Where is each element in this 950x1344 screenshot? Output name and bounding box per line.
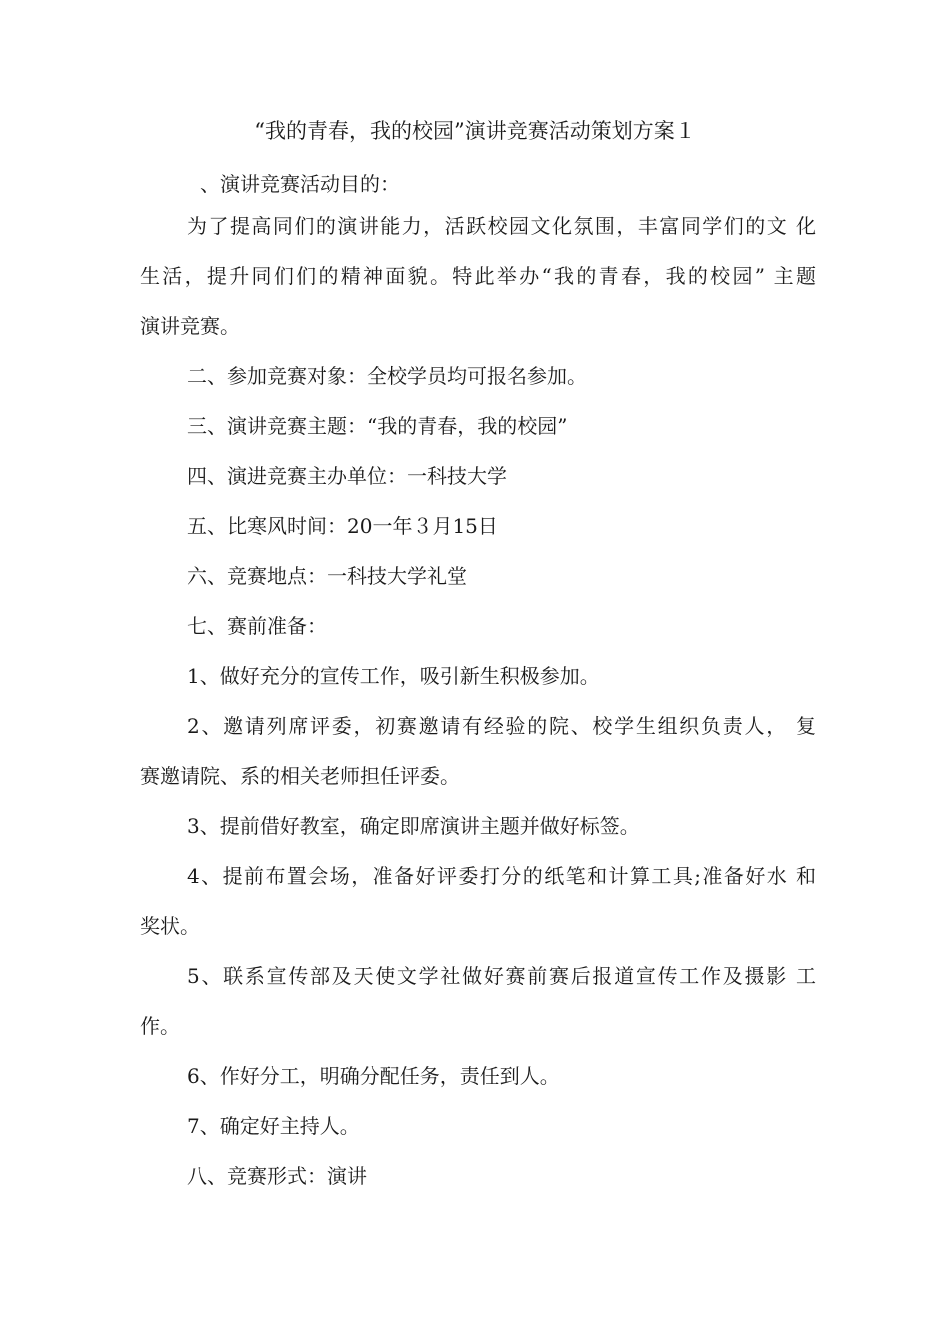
list-item: 4、提前布置会场，准备好评委打分的纸笔和计算工具;准备好水 和 [187, 864, 816, 888]
section-venue: 六、竞赛地点：一科技大学礼堂 [187, 564, 467, 588]
list-item: 3、提前借好教室，确定即席演讲主题并做好标签。 [187, 814, 640, 838]
section-preparation: 七、赛前准备： [187, 614, 327, 638]
list-item-continuation: 赛邀请院、系的相关老师担任评委。 [140, 764, 460, 788]
section-participants: 二、参加竞赛对象：全校学员均可报名参加。 [187, 364, 587, 388]
paragraph-line: 为了提高同们的演讲能力，活跃校园文化氛围，丰富同学们的文 化 [187, 214, 816, 238]
list-item-continuation: 奖状。 [140, 914, 200, 938]
section-theme: 三、演讲竞赛主题：“我的青春，我的校园” [187, 414, 568, 438]
section-time: 五、比寒风时间：20一年３月15日 [187, 514, 498, 538]
paragraph-line: 演讲竞赛。 [140, 314, 240, 338]
list-item-continuation: 作。 [140, 1014, 180, 1038]
document-title: “我的青春，我的校园”演讲竞赛活动策划方案１ [254, 119, 696, 143]
list-item: 6、作好分工，明确分配任务，责任到人。 [187, 1064, 560, 1088]
list-item: 1、做好充分的宣传工作，吸引新生积极参加。 [187, 664, 600, 688]
list-item: 7、确定好主持人。 [187, 1114, 360, 1138]
section-format: 八、竞赛形式：演讲 [187, 1164, 367, 1188]
section-heading-purpose: 、演讲竞赛活动目的： [200, 172, 400, 196]
section-organizer: 四、演进竞赛主办单位：一科技大学 [187, 464, 507, 488]
paragraph-line: 生活，提升同们们的精神面貌。特此举办“我的青春，我的校园” 主题 [140, 264, 816, 288]
list-item: 5、联系宣传部及天使文学社做好赛前赛后报道宣传工作及摄影 工 [187, 964, 816, 988]
list-item: 2、邀请列席评委，初赛邀请有经验的院、校学生组织负责人， 复 [187, 714, 816, 738]
